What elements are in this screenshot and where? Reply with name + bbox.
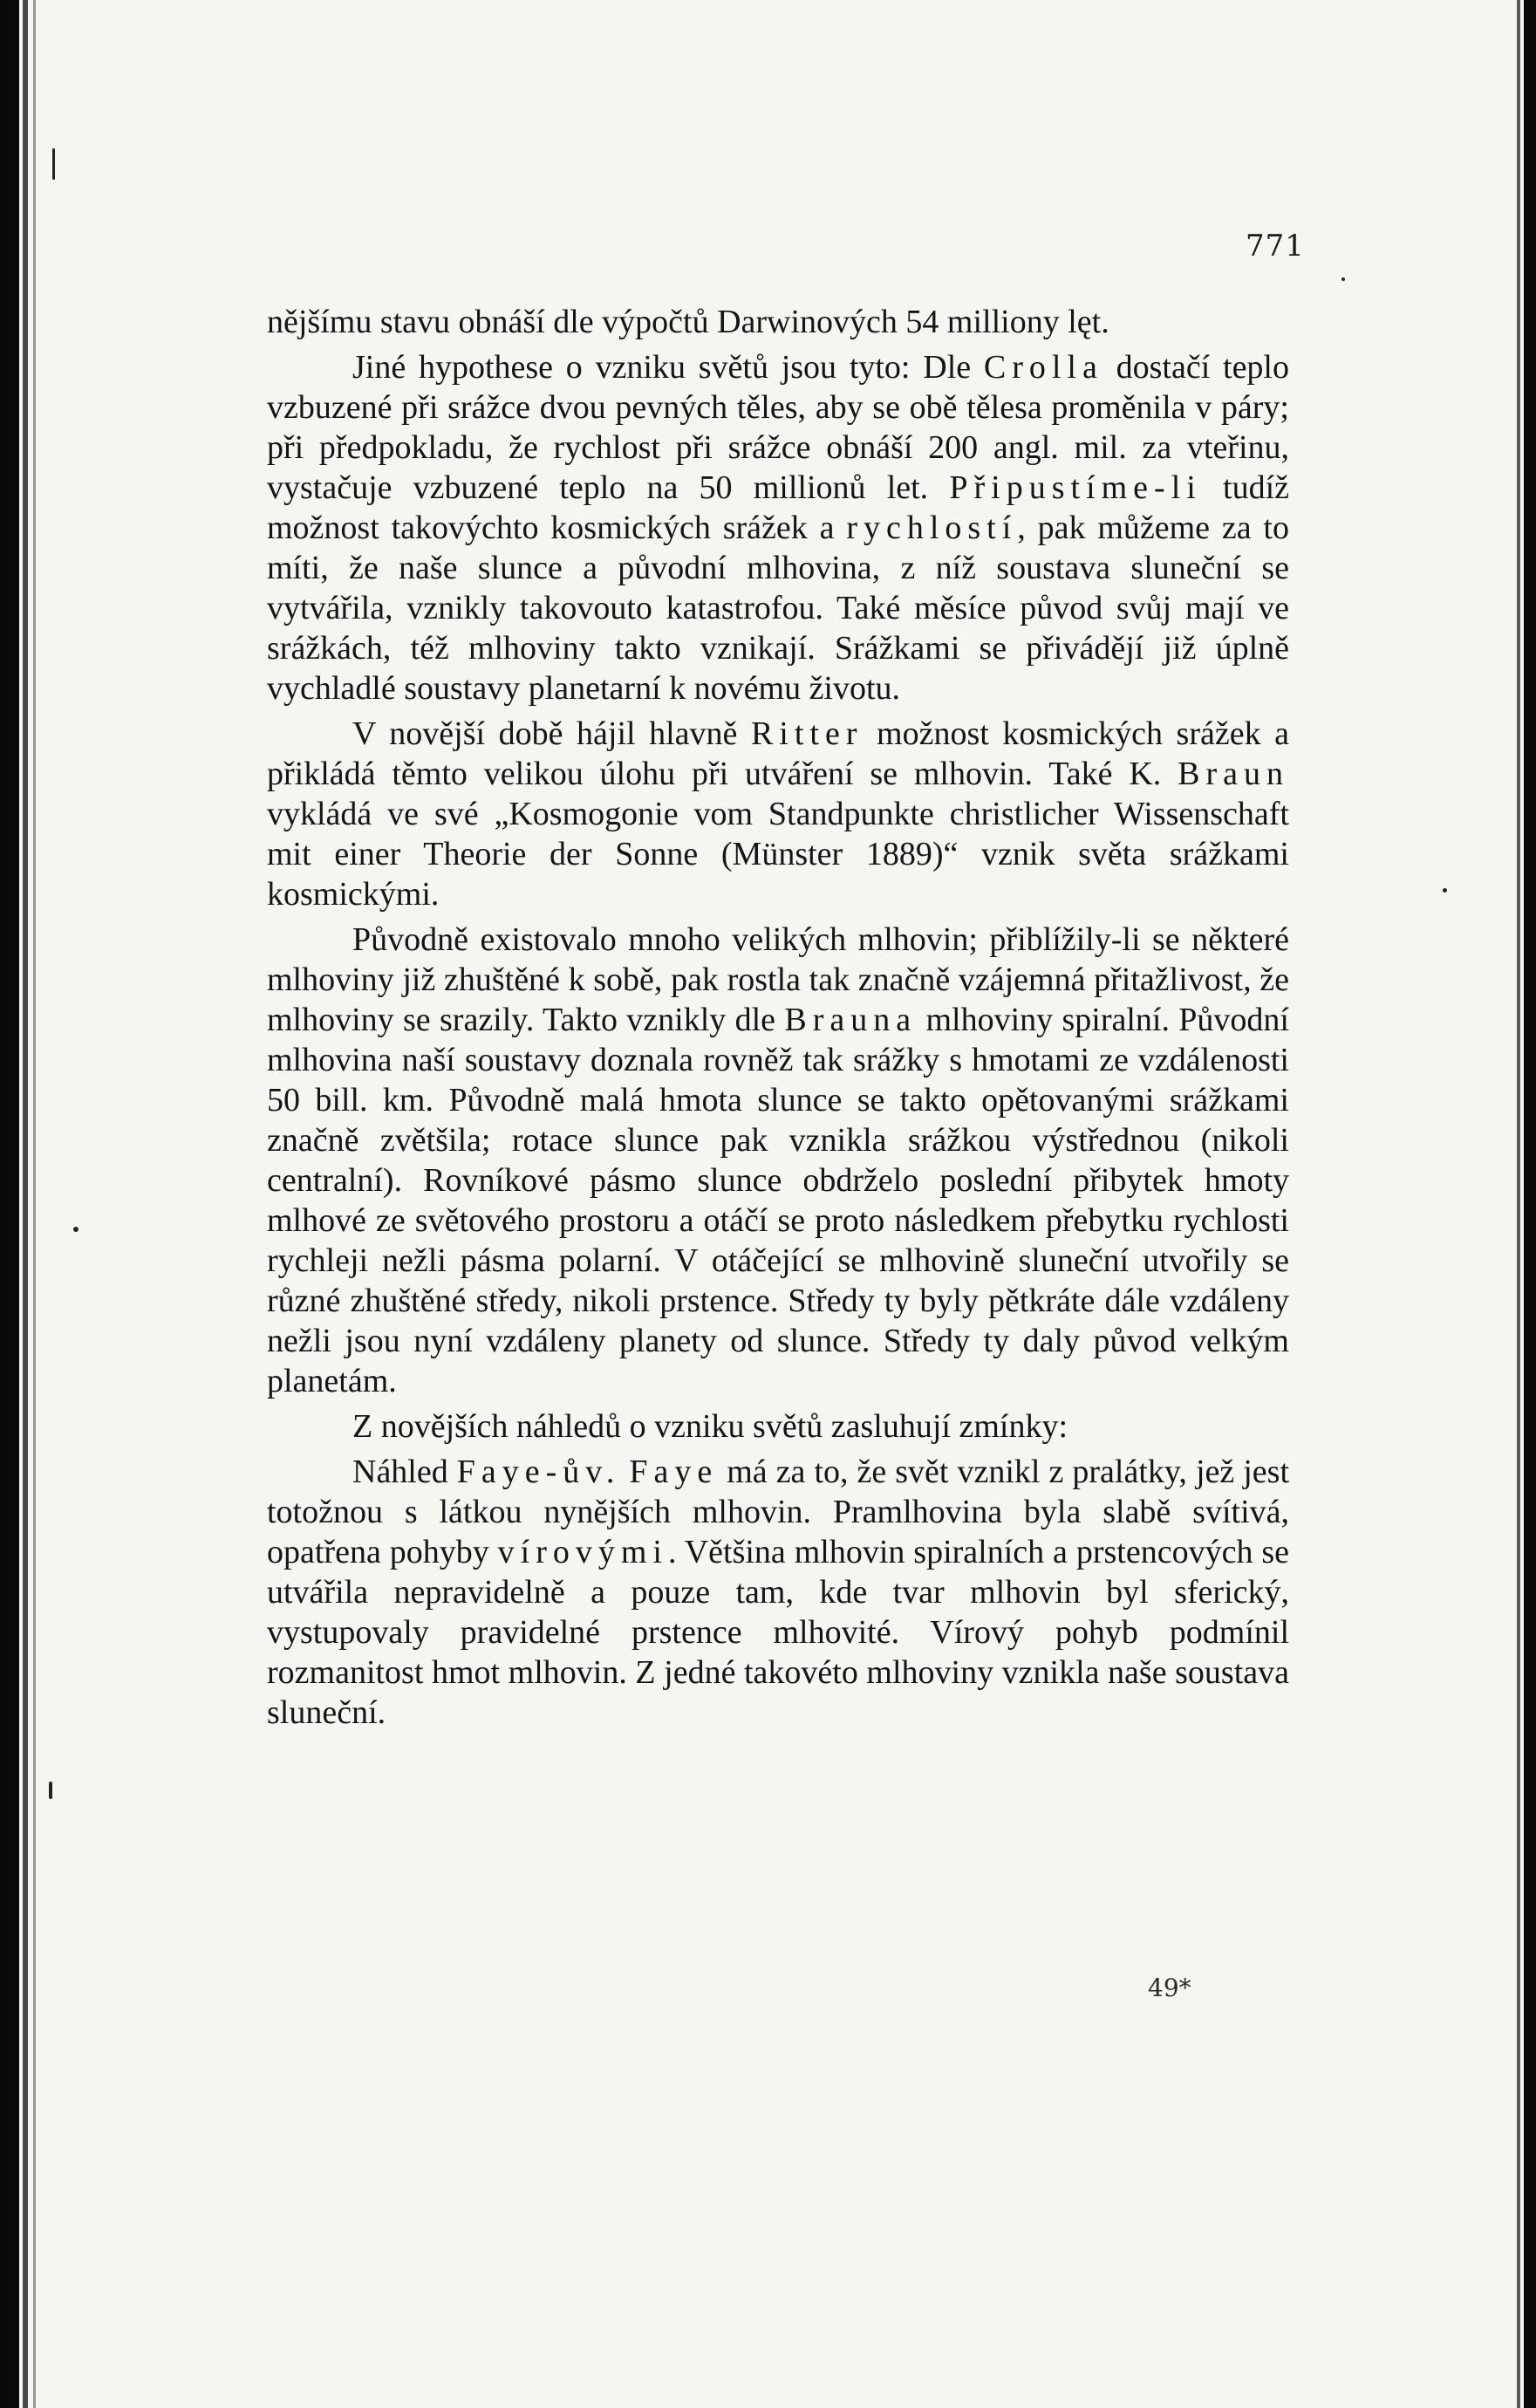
page-edge-left-shadow	[23, 0, 28, 2408]
spaced-emphasis: Brauna	[784, 1002, 918, 1038]
text-run: V novější době hájil hlavně	[352, 715, 751, 752]
text-run: Z novějších náhledů o vzniku světů zasluhují zmínky:	[352, 1408, 1068, 1445]
page-number: 771	[1246, 229, 1305, 263]
text-run: , pak můžeme za to míti, že naše slunce a původní mlhovina, z níž soustava sluneční se vytvářila, vznikly takovouto katastrofou. Také měsíce původ svůj mají ve srážkách, též mlhoviny takto vznikají. Srážkami se přivádějí již úplně vychladlé soustavy planetarní k novému životu.	[267, 510, 1289, 707]
spaced-emphasis: vírovými	[497, 1534, 668, 1570]
text-run: možnost kosmických srážek a přikládá těmto velikou úlohu při utváření se mlhovin. Také K.	[267, 715, 1289, 792]
spaced-emphasis: Připustíme-li	[949, 469, 1202, 506]
spaced-emphasis: Ritter	[750, 715, 864, 752]
text-run: nějšímu stavu obnáší dle výpočtů Darwinových 54 milliony lęt.	[267, 304, 1109, 340]
text-run: dostačí teplo vzbuzené při srážce dvou pevných těles, aby se obě tělesa proměnila v páry; při předpokladu, že rychlost při srážce obnáší 200 angl. mil. za vteřinu, vystačuje vzbuzené teplo na 50 millionů let.	[267, 349, 1289, 506]
paragraph	[267, 347, 1289, 708]
paragraph	[267, 714, 1289, 914]
text-run: Náhled	[352, 1454, 457, 1490]
text-run: . Většina mlhovin spiralních a prstencových se utvářila nepravidelně a pouze tam, kde tvar mlhovin byl sferický, vystupovaly pravidelné prstence mlhovité. Vírový pohyb podmínil rozmanitost hmot mlhovin. Z jedné takovéto mlhoviny vznikla naše soustava sluneční.	[267, 1534, 1290, 1731]
page-edge-left	[0, 0, 19, 2408]
paragraph	[267, 920, 1289, 1401]
scan-speck	[52, 148, 55, 180]
page-edge-right	[1524, 0, 1536, 2408]
spaced-emphasis: rychlostí	[846, 510, 1018, 546]
scan-speck	[73, 1227, 79, 1232]
paragraph	[267, 302, 1289, 342]
scan-speck	[49, 1782, 52, 1799]
spaced-emphasis: Faye-ův.	[456, 1454, 621, 1490]
spaced-emphasis: Crolla	[983, 349, 1103, 386]
text-run: má za to, že svět vznikl z pralátky, jež jest totožnou s látkou nynějších mlhovin. Pramlhovina byla slabě svítivá, opatřena pohyby	[267, 1454, 1290, 1570]
text-run: Jiné hypothese o vzniku světů jsou tyto: Dle	[352, 349, 984, 386]
text-run: vykládá ve své „Kosmogonie vom Standpunkte christlicher Wissenschaft mit einer Theorie der Sonne (Münster 1889)“ vznik světa srážkami kosmickými.	[267, 796, 1289, 913]
text-run: Původně existovalo mnoho velikých mlhovin; přiblížily-li se některé mlhoviny již zhuštěné k sobě, pak rostla tak značně vzájemná přitažlivost, že mlhoviny se srazily. Takto vznikly dle	[267, 921, 1289, 1038]
text-run: tudíž možnost takovýchto kosmických srážek a	[267, 469, 1289, 546]
paragraph	[267, 1452, 1289, 1733]
page-edge-right-shadow	[1517, 0, 1520, 2408]
scan-speck	[1443, 888, 1447, 893]
printer-signature-mark: 49*	[1148, 1974, 1191, 2002]
scan-speck	[1341, 277, 1345, 281]
text-run: mlhoviny spiralní. Původní mlhovina naší soustavy doznala rovněž tak srážky s hmotami ze vzdálenosti 50 bill. km. Původně malá hmota slunce se takto opětovanými srážkami značně zvětšila; rotace slunce pak vznikla srážkou výstřednou (nikoli centralní). Rovníkové pásmo slunce obdrželo poslední přibytek hmoty mlhové ze světového prostoru a otáčí se proto následkem přebytku rychlosti rychleji nežli pásma polarní. V otáčející se mlhovině sluneční utvořily se různé zhuštěné středy, nikoli prstence. Středy ty byly pětkráte dále vzdáleny nežli jsou nyní vzdáleny planety od slunce. Středy ty daly původ velkým planetám.	[267, 1002, 1289, 1399]
paragraph	[267, 1406, 1289, 1447]
spaced-emphasis: Faye	[629, 1454, 719, 1490]
body-text	[267, 302, 1289, 1733]
spaced-emphasis: Braun	[1178, 756, 1289, 792]
text-run	[620, 1454, 629, 1490]
page-edge-left-line	[33, 0, 36, 2408]
